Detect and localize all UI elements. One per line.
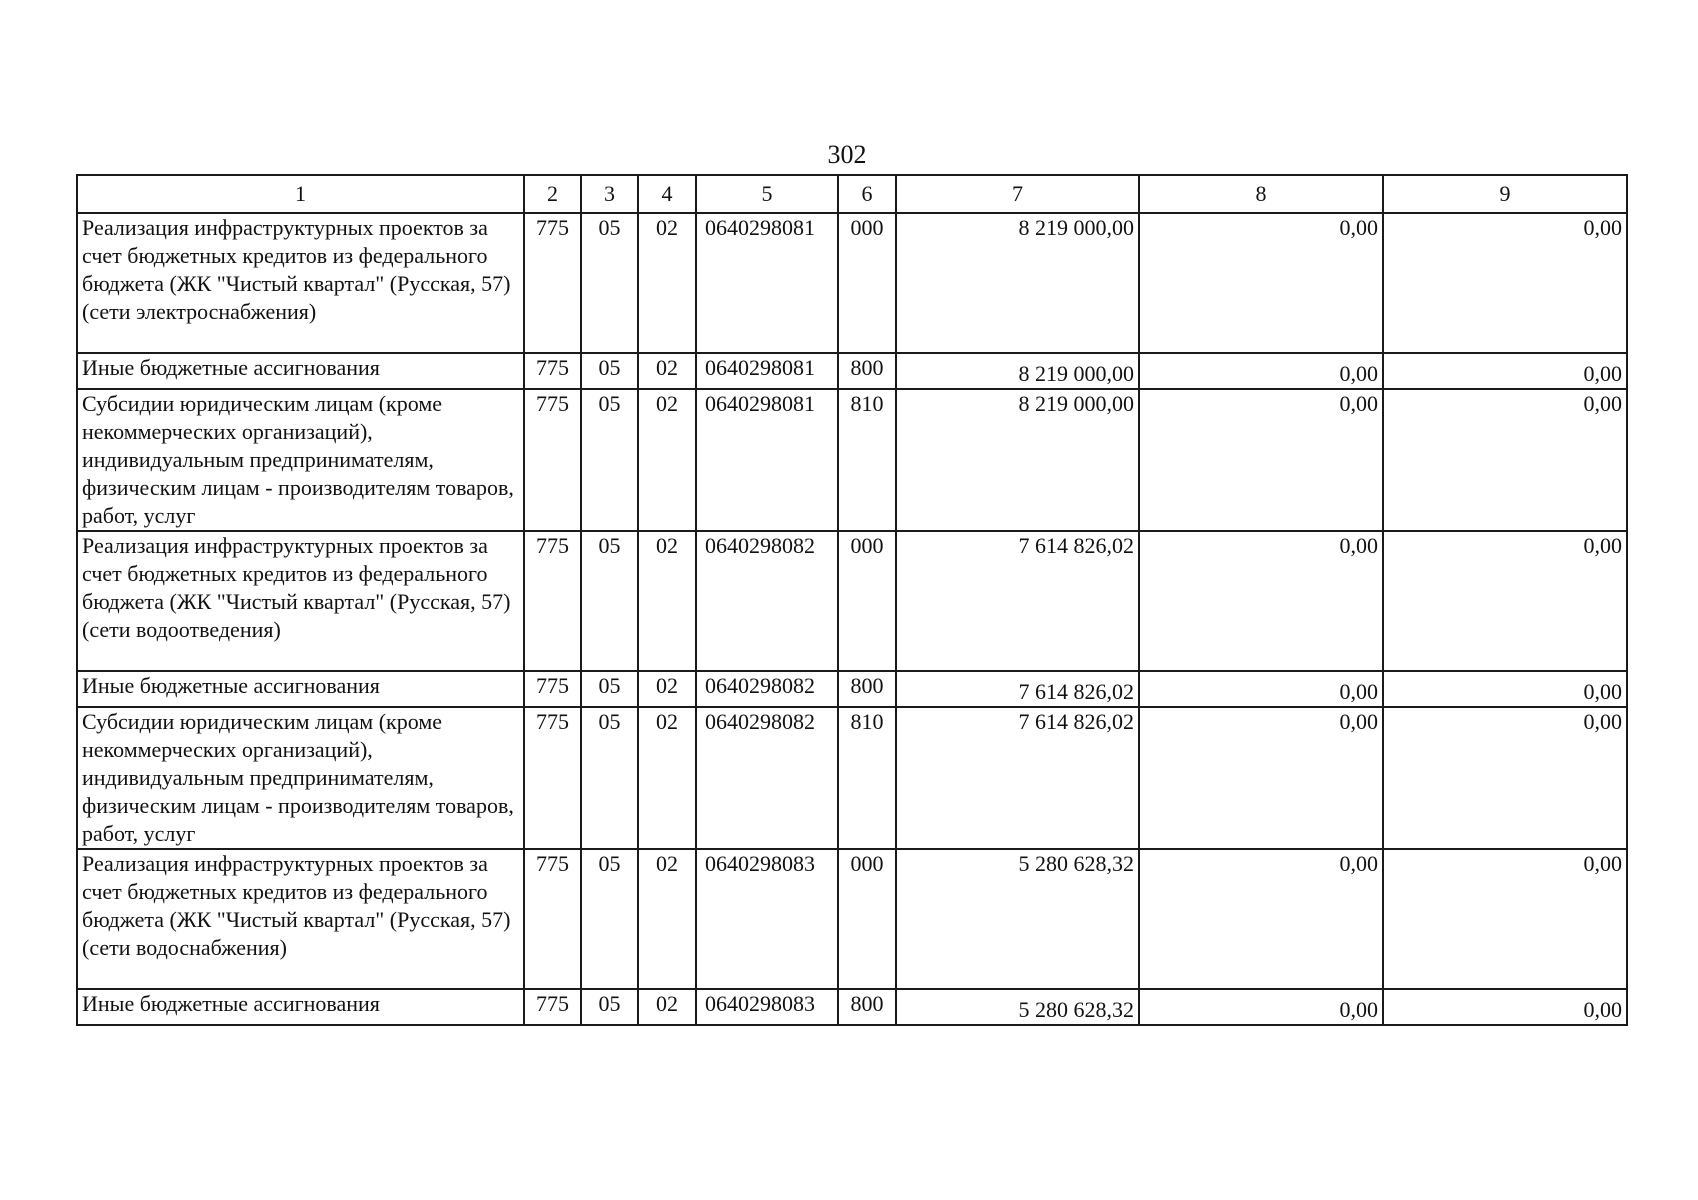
table-body [77, 213, 1627, 1025]
code-admin: 775 [524, 213, 581, 353]
code-expense-type: 000 [838, 849, 896, 989]
column-header: 4 [638, 175, 696, 213]
column-header: 7 [896, 175, 1139, 213]
table-row [77, 353, 1627, 389]
code-section: 05 [581, 353, 638, 389]
code-admin: 775 [524, 671, 581, 707]
code-section: 05 [581, 531, 638, 671]
budget-table [76, 174, 1628, 1026]
item-description: Реализация инфраструктурных проектов за счет бюджетных кредитов из федерального бюджета (ЖК "Чистый квартал" (Русская, 57) (сети водоотведения) [77, 531, 524, 671]
item-description: Субсидии юридическим лицам (кроме некоммерческих организаций), индивидуальным предпринимателям, физическим лицам - производителям товаров, работ, услуг [77, 389, 524, 531]
code-expense-type: 810 [838, 707, 896, 849]
amount-col-9: 0,00 [1383, 353, 1627, 389]
code-expense-type: 000 [838, 213, 896, 353]
amount-col-7: 7 614 826,02 [896, 671, 1139, 707]
item-description: Реализация инфраструктурных проектов за счет бюджетных кредитов из федерального бюджета (ЖК "Чистый квартал" (Русская, 57) (сети водоснабжения) [77, 849, 524, 989]
item-description: Иные бюджетные ассигнования [77, 989, 524, 1025]
amount-col-7: 8 219 000,00 [896, 213, 1139, 353]
code-target-article: 0640298081 [696, 213, 838, 353]
amount-col-8: 0,00 [1139, 707, 1383, 849]
item-description: Субсидии юридическим лицам (кроме некоммерческих организаций), индивидуальным предпринимателям, физическим лицам - производителям товаров, работ, услуг [77, 707, 524, 849]
column-header: 8 [1139, 175, 1383, 213]
code-section: 05 [581, 849, 638, 989]
code-expense-type: 800 [838, 353, 896, 389]
table-row [77, 989, 1627, 1025]
code-target-article: 0640298081 [696, 389, 838, 531]
table-row [77, 671, 1627, 707]
column-header: 2 [524, 175, 581, 213]
item-description: Иные бюджетные ассигнования [77, 671, 524, 707]
amount-col-8: 0,00 [1139, 671, 1383, 707]
code-admin: 775 [524, 707, 581, 849]
table-row [77, 213, 1627, 353]
item-description: Иные бюджетные ассигнования [77, 353, 524, 389]
amount-col-7: 7 614 826,02 [896, 531, 1139, 671]
column-header: 3 [581, 175, 638, 213]
table-row [77, 389, 1627, 531]
amount-col-8: 0,00 [1139, 989, 1383, 1025]
code-subsection: 02 [638, 353, 696, 389]
code-admin: 775 [524, 353, 581, 389]
code-subsection: 02 [638, 989, 696, 1025]
code-target-article: 0640298082 [696, 531, 838, 671]
code-section: 05 [581, 671, 638, 707]
header-row [77, 175, 1627, 213]
code-expense-type: 800 [838, 671, 896, 707]
amount-col-8: 0,00 [1139, 389, 1383, 531]
amount-col-7: 5 280 628,32 [896, 849, 1139, 989]
amount-col-8: 0,00 [1139, 849, 1383, 989]
table-row [77, 849, 1627, 989]
code-expense-type: 800 [838, 989, 896, 1025]
code-subsection: 02 [638, 849, 696, 989]
code-expense-type: 000 [838, 531, 896, 671]
code-target-article: 0640298081 [696, 353, 838, 389]
amount-col-9: 0,00 [1383, 671, 1627, 707]
amount-col-9: 0,00 [1383, 989, 1627, 1025]
amount-col-9: 0,00 [1383, 389, 1627, 531]
code-expense-type: 810 [838, 389, 896, 531]
amount-col-9: 0,00 [1383, 531, 1627, 671]
code-target-article: 0640298082 [696, 707, 838, 849]
code-subsection: 02 [638, 671, 696, 707]
amount-col-7: 8 219 000,00 [896, 389, 1139, 531]
amount-col-8: 0,00 [1139, 531, 1383, 671]
column-header: 6 [838, 175, 896, 213]
code-target-article: 0640298083 [696, 989, 838, 1025]
column-header: 1 [77, 175, 524, 213]
code-section: 05 [581, 989, 638, 1025]
column-header: 9 [1383, 175, 1627, 213]
page-number-text: 302 [827, 140, 867, 169]
code-section: 05 [581, 707, 638, 849]
table-row [77, 531, 1627, 671]
code-subsection: 02 [638, 389, 696, 531]
code-admin: 775 [524, 989, 581, 1025]
amount-col-7: 8 219 000,00 [896, 353, 1139, 389]
code-subsection: 02 [638, 707, 696, 849]
column-header: 5 [696, 175, 838, 213]
amount-col-8: 0,00 [1139, 213, 1383, 353]
code-admin: 775 [524, 389, 581, 531]
page-number [0, 140, 1698, 170]
amount-col-8: 0,00 [1139, 353, 1383, 389]
code-admin: 775 [524, 531, 581, 671]
code-section: 05 [581, 389, 638, 531]
code-section: 05 [581, 213, 638, 353]
amount-col-7: 7 614 826,02 [896, 707, 1139, 849]
amount-col-9: 0,00 [1383, 213, 1627, 353]
amount-col-7: 5 280 628,32 [896, 989, 1139, 1025]
code-admin: 775 [524, 849, 581, 989]
amount-col-9: 0,00 [1383, 707, 1627, 849]
amount-col-9: 0,00 [1383, 849, 1627, 989]
code-target-article: 0640298083 [696, 849, 838, 989]
code-subsection: 02 [638, 213, 696, 353]
code-subsection: 02 [638, 531, 696, 671]
code-target-article: 0640298082 [696, 671, 838, 707]
table-row [77, 707, 1627, 849]
item-description: Реализация инфраструктурных проектов за счет бюджетных кредитов из федерального бюджета (ЖК "Чистый квартал" (Русская, 57) (сети электроснабжения) [77, 213, 524, 353]
